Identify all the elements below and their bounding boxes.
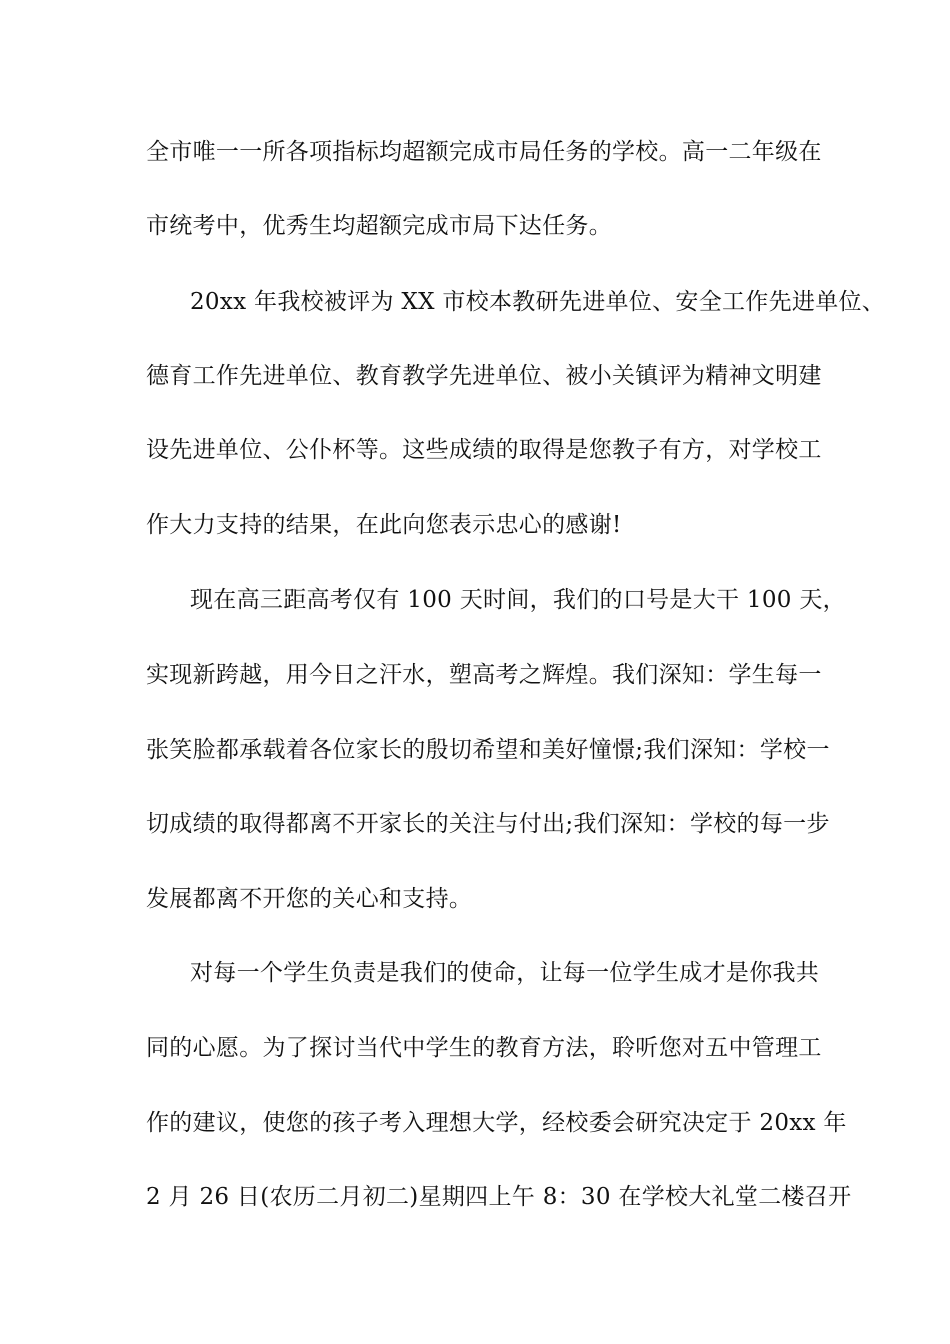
text-line: 德育工作先进单位、教育教学先进单位、被小关镇评为精神文明建: [146, 363, 822, 389]
text-line: 全市唯一一所各项指标均超额完成市局任务的学校。高一二年级在: [146, 139, 822, 165]
text-line: 切成绩的取得都离不开家长的关注与付出;我们深知：学校的每一步: [146, 811, 830, 837]
text-line: 同的心愿。为了探讨当代中学生的教育方法，聆听您对五中管理工: [146, 1035, 822, 1061]
text-line: 作大力支持的结果，在此向您表示忠心的感谢!: [146, 512, 622, 538]
text-line: 发展都离不开您的关心和支持。: [146, 886, 473, 912]
paragraph-start-line: 对每一个学生负责是我们的使命，让每一位学生成才是你我共: [190, 960, 820, 986]
paragraph-start-line: 20xx 年我校被评为 XX 市校本教研先进单位、安全工作先进单位、: [190, 289, 886, 315]
text-line: 设先进单位、公仆杯等。这些成绩的取得是您教子有方，对学校工: [146, 437, 822, 463]
text-line: 张笑脸都承载着各位家长的殷切希望和美好憧憬;我们深知：学校一: [146, 737, 830, 763]
text-line: 市统考中，优秀生均超额完成市局下达任务。: [146, 213, 612, 239]
text-line: 实现新跨越，用今日之汗水，塑高考之辉煌。我们深知：学生每一: [146, 662, 822, 688]
paragraph-start-line: 现在高三距高考仅有 100 天时间，我们的口号是大干 100 天，: [190, 587, 846, 613]
text-line: 作的建议，使您的孩子考入理想大学，经校委会研究决定于 20xx 年: [146, 1110, 847, 1136]
text-line: 2 月 26 日(农历二月初二)星期四上午 8：30 在学校大礼堂二楼召开: [146, 1184, 852, 1210]
